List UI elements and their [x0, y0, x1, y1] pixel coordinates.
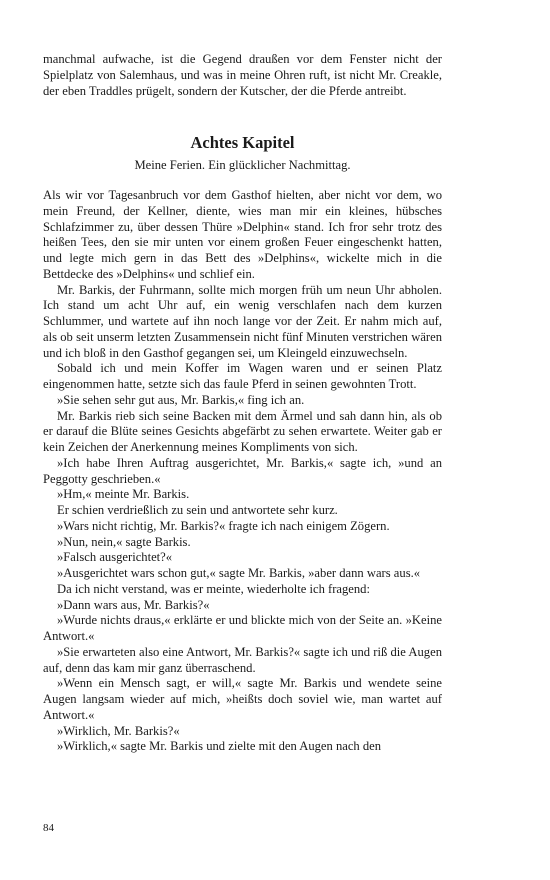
continued-paragraph: [43, 52, 442, 99]
paragraph: »Sie erwarteten also eine Antwort, Mr. Barkis?« sagte ich und riß die Augen auf, denn das kam mir ganz überraschend.: [43, 644, 442, 675]
paragraph: »Hm,« meinte Mr. Barkis.: [57, 487, 190, 502]
paragraph: »Ausgerichtet wars schon gut,« sagte Mr. Barkis, »aber dann wars aus.«: [57, 566, 421, 580]
paragraph: Als wir vor Tagesanbruch vor dem Gasthof hielten, aber nicht vor dem, wo mein Freund, der Kellner, diente, wies man mir ein kleines, hübsches Schlafzimmer zu, über dessen Thüre »Delphin« stand. Ich fror sehr trotz des heißen Tees, den sie mir unten vor einem großen Feuer eingeschenkt hatten, und legte mich gern in das Bett des »Delphins«, wickelte mich in die Bettdecke des »Delphins« und schlief ein.: [43, 188, 442, 281]
paragraph: »Wirklich, Mr. Barkis?«: [57, 723, 180, 738]
page-number: 84: [43, 822, 54, 834]
paragraph: manchmal aufwache, ist die Gegend draußen vor dem Fenster nicht der Spielplatz von Salemhaus, und was in meine Ohren ruft, ist nicht Mr. Creakle, der eben Traddles prügelt, sondern der Kutscher, der die Pferde antreibt.: [43, 52, 442, 98]
paragraph: Sobald ich und mein Koffer im Wagen waren und er seinen Platz eingenommen hatte, setzte sich das faule Pferd in seinen gewohnten Trott.: [43, 361, 442, 391]
paragraph: »Falsch ausgerichtet?«: [57, 550, 173, 565]
paragraph: Er schien verdrießlich zu sein und antwortete sehr kurz.: [57, 503, 338, 517]
paragraph: »Wars nicht richtig, Mr. Barkis?« fragte ich nach einigem Zögern.: [57, 518, 390, 533]
paragraph: »Ich habe Ihren Auftrag ausgerichtet, Mr. Barkis,« sagte ich, »und an Peggotty geschrieben.«: [43, 455, 442, 486]
chapter-title: Achtes Kapitel: [190, 133, 295, 152]
paragraph: »Wenn ein Mensch sagt, er will,« sagte Mr. Barkis und wendete seine Augen langsam wieder auf mich, »heißts doch soviel wie, man wartet auf Antwort.«: [43, 676, 442, 722]
chapter-body: [43, 188, 442, 755]
paragraph: »Dann wars aus, Mr. Barkis?«: [57, 597, 210, 612]
paragraph: Mr. Barkis, der Fuhrmann, sollte mich morgen früh um neun Uhr abholen. Ich stand um acht Uhr auf, ein wenig verschlafen nach dem kurzen Schlummer, und wartete auf ihn noch lange vor der Zeit. Er nahm mich auf, als ob seit unserm letzten Zusammensein nicht fünf Minuten verstrichen wären und ich bloß in den Gasthof gegangen sei, um Kleingeld einzuwechseln.: [43, 282, 442, 360]
chapter-subtitle: Meine Ferien. Ein glücklicher Nachmittag.: [134, 158, 351, 172]
paragraph: Da ich nicht verstand, was er meinte, wiederholte ich fragend:: [57, 581, 370, 596]
paragraph: »Nun, nein,« sagte Barkis.: [57, 534, 191, 549]
paragraph: »Wurde nichts draus,« erklärte er und blickte mich von der Seite an. »Keine Antwort.«: [43, 613, 442, 643]
paragraph: Mr. Barkis rieb sich seine Backen mit dem Ärmel und sah dann hin, als ob er darauf die Blüte seines Gesichts abgefärbt zu sehen erwartete. Weiter gab er kein Zeichen der Anerkennung meines Kompliments von sich.: [43, 408, 442, 454]
paragraph: »Sie sehen sehr gut aus, Mr. Barkis,« fing ich an.: [57, 392, 305, 407]
paragraph: »Wirklich,« sagte Mr. Barkis und zielte mit den Augen nach den: [57, 739, 382, 754]
